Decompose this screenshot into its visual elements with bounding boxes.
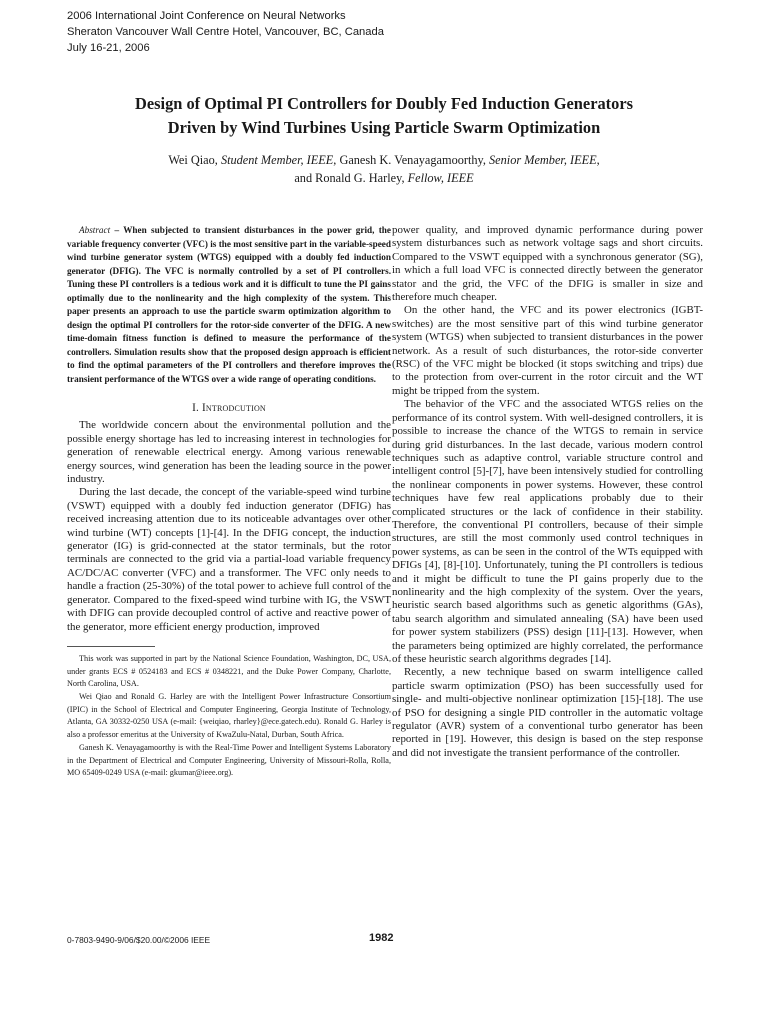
body-paragraph: The worldwide concern about the environmental pollution and the possible energy shortage has led to increasing interest in technologies for generation of renewable electrical energy. Among various renewable energy sources, wind generation has been the leading source in the power industry.: [67, 419, 391, 486]
footnotes: [67, 653, 391, 780]
paper-title-line-1: Design of Optimal PI Controllers for Doubly Fed Induction Generators: [135, 94, 633, 113]
abstract: [67, 224, 391, 386]
footnote-divider: [67, 646, 155, 647]
conference-header: [67, 8, 567, 56]
right-column: [392, 224, 703, 760]
author-membership: Fellow, IEEE: [407, 171, 474, 185]
body-paragraph: On the other hand, the VFC and its power electronics (IGBT-switches) are the most sensitive part of this wind turbine generator system (WTGS) when subjected to transient disturbances in the power network. As a result of such disturbances, the rotor-side converter (RSC) of the VFC might be blocked (it stops switching and trips) due to the protection from over-current in the rotor circuit and the WT might be tripped from the system.: [392, 304, 703, 397]
section-heading: [67, 402, 391, 415]
author-name: and Ronald G. Harley,: [294, 171, 408, 185]
author-line-1: [60, 151, 708, 169]
footnote-affiliation: Ganesh K. Venayagamoorthy is with the Real-Time Power and Intelligent Systems Laboratory in the Department of Electrical and Computer Engineering, University of Missouri-Rolla, Rolla, MO 65409-0249 USA (e-mail: gkumar@ieee.org).: [67, 742, 391, 778]
author-membership: Senior Member, IEEE: [489, 153, 597, 167]
abstract-label: Abstract: [79, 225, 111, 235]
author-line-2: [60, 169, 708, 187]
section-title: Introdcution: [202, 402, 266, 414]
left-column: [67, 224, 391, 780]
section-number: I.: [192, 402, 202, 414]
copyright-line: 0-7803-9490-9/06/$20.00/©2006 IEEE: [67, 935, 211, 945]
conference-venue: Sheraton Vancouver Wall Centre Hotel, Vancouver, BC, Canada: [67, 26, 384, 38]
author-membership: Student Member, IEEE: [220, 153, 334, 167]
body-paragraph: power quality, and improved dynamic performance during power system disturbances such as network voltage sags and short circuits. Compared to the VSWT equipped with a synchronous generator (SG), in which a full load VFC is connected directly between the generator stator and the grid, the VFC of the DFIG is smaller in size and therefore much cheaper.: [392, 224, 703, 304]
abstract-text: – When subjected to transient disturbances in the power grid, the variable frequency converter (VFC) is the most sensitive part in the variable-speed wind turbine generator system (WTGS) equipped with a doubly fed induction generator (DFIG). The VFC is normally controlled by a set of PI controllers. Tuning these PI controllers is a tedious work and it is difficult to tune the PI gains optimally due to the nonlinearity and the high complexity of the system. This paper presents an approach to use the particle swarm optimization algorithm to design the optimal PI controllers for the rotor-side converter of the DFIG. A new time-domain fitness function is defined to measure the performance of the controllers. Simulation results show that the proposed design approach is efficient to find the optimal parameters of the PI controllers and therefore improves the transient performance of the WTGS over a wide range of operating conditions.: [67, 225, 391, 384]
conference-name: 2006 International Joint Conference on Neural Networks: [67, 10, 346, 22]
author-separator: ,: [596, 153, 600, 167]
paper-title: [60, 92, 708, 140]
body-paragraph: During the last decade, the concept of the variable-speed wind turbine (VSWT) equipped with a doubly fed induction generator (DFIG) has received increasing attention due to its noticeable advantages over other wind turbine (WT) concepts [1]-[4]. In the DFIG concept, the induction generator (IG) is grid-connected at the stator terminals, but the rotor terminals are connected to the grid via a partial-load variable frequency AC/DC/AC converter (VFC) and a transformer. The VFC only needs to handle a fraction (25-30%) of the total power to achieve full control of the generator. Compared to the fixed-speed wind turbine with IG, the VSWT with DFIG can provide decoupled control of active and reactive power of the generator, more efficient energy production, improved: [67, 486, 391, 633]
body-paragraph: Recently, a new technique based on swarm intelligence called particle swarm optimization (PSO) has been successfully used for single- and multi-objective nonlinear optimization [15]-[18]. The use of PSO for designing a single PID controller in the automatic voltage regulator (AVR) system of a conventional turbo generator has been reported in [19]. However, this design is based on the step response and did not investigate the transient performance of the controller.: [392, 666, 703, 759]
author-name: , Ganesh K. Venayagamoorthy,: [333, 153, 490, 167]
footnote-funding: This work was supported in part by the National Science Foundation, Washington, DC, USA, under grants ECS # 0524183 and ECS # 0348221, and the Duke Power Company, Charlotte, North Carolina, USA.: [67, 653, 391, 689]
footnote-affiliation: Wei Qiao and Ronald G. Harley are with the Intelligent Power Infrastructure Consortium (IPIC) in the School of Electrical and Computer Engineering, Georgia Institute of Technology, Atlanta, GA 30332-0250 USA (e-mail: {weiqiao, rharley}@ece.gatech.edu). Ronald G. Harley is also a professor emeritus at the University of KwaZulu-Natal, Durban, South Africa.: [67, 692, 391, 740]
paper-title-line-2: Driven by Wind Turbines Using Particle Swarm Optimization: [167, 118, 601, 137]
page-number: 1982: [369, 932, 394, 944]
author-block: [60, 151, 708, 187]
author-name: Wei Qiao,: [168, 153, 221, 167]
body-paragraph: The behavior of the VFC and the associated WTGS relies on the performance of its control system. With well-designed controllers, it is possible to increase the chance of the WTGS to remain in service during grid disturbances. In the last decade, various modern control techniques such as adaptive control, variable structure control and intelligent control [5]-[7], have been intensively studied for controlling the nonlinear components in power systems. However, these control techniques have few real applications probably due to their complicated structures or the lack of confidence in their stability. Therefore, the conventional PI controllers, because of their simple structures, are still the most commonly used control techniques in power systems, as can be seen in the control of the WTs equipped with DFIGs [4], [8]-[10]. Unfortunately, tuning the PI controllers is tedious and it might be difficult to tune the PI gains properly due to the nonlinearity and the high complexity of the system. Over the years, heuristic search based algorithms such as genetic algorithms (GAs), tabu search algorithm and simulated annealing (SA) have been used for power system stabilizers (PSS) design [11]-[13]. However, when the parameters being optimized are highly correlated, the performance of these heuristic search algorithms degrades [14].: [392, 398, 703, 665]
conference-dates: July 16-21, 2006: [67, 42, 150, 54]
